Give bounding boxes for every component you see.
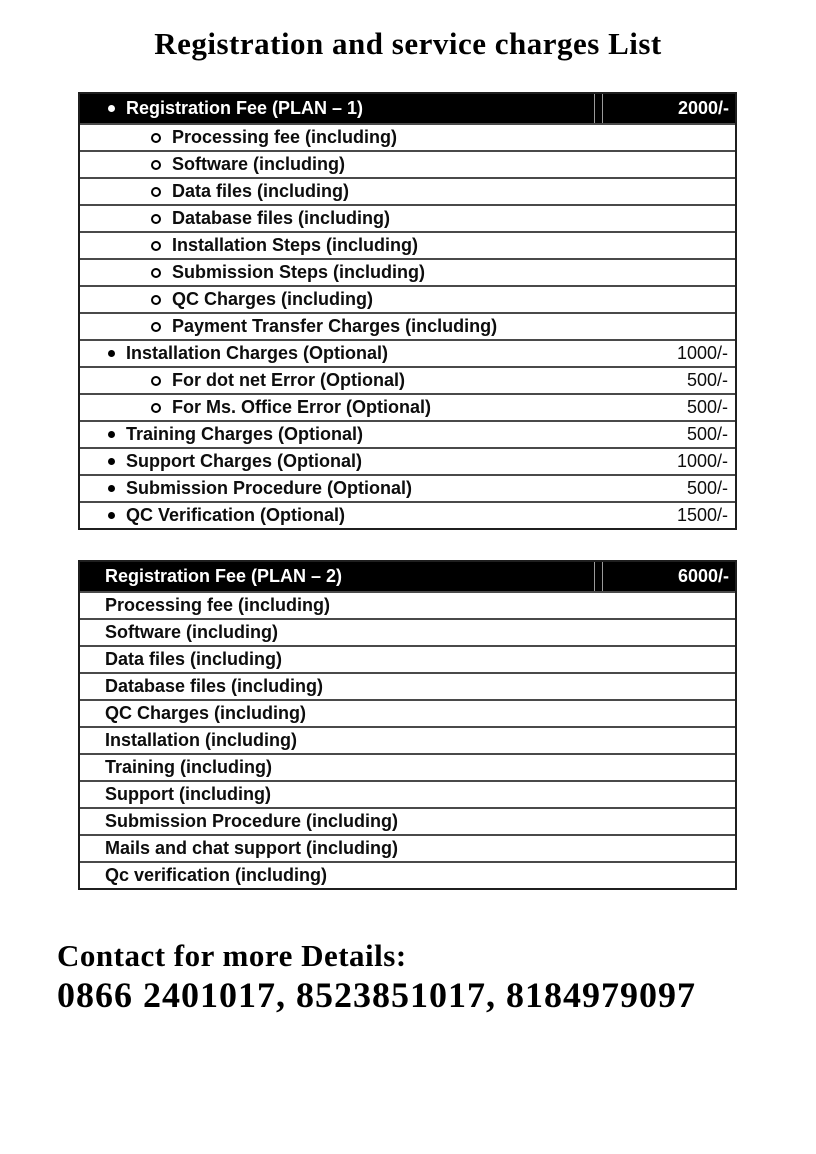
circle-icon <box>151 322 161 332</box>
header-label: Registration Fee (PLAN – 1) <box>126 98 364 118</box>
column-divider-icon <box>594 562 603 591</box>
plan-2-table <box>78 560 737 890</box>
header-price: 6000/- <box>677 566 729 586</box>
row-label: QC Charges (including) <box>172 289 374 309</box>
circle-icon <box>151 241 161 251</box>
row-label: Training Charges (Optional) <box>126 424 364 444</box>
circle-icon <box>151 268 161 278</box>
contact-footer <box>57 938 816 1016</box>
circle-icon <box>151 133 161 143</box>
table-row <box>80 726 735 753</box>
row-label: QC Verification (Optional) <box>126 505 346 525</box>
row-label: Installation Charges (Optional) <box>126 343 389 363</box>
row-label: For Ms. Office Error (Optional) <box>172 397 432 417</box>
row-label: Database files (including) <box>105 676 324 696</box>
table-row <box>80 177 735 204</box>
column-divider-icon <box>594 94 603 123</box>
contact-phone-numbers: 0866 2401017, 8523851017, 8184979097 <box>57 975 696 1015</box>
row-label: Qc verification (including) <box>105 865 328 885</box>
table-row <box>80 366 735 393</box>
table-row <box>80 204 735 231</box>
row-label: Support (including) <box>105 784 271 804</box>
table-row <box>80 699 735 726</box>
bullet-icon <box>108 458 115 465</box>
contact-heading: Contact for more Details: <box>57 938 407 973</box>
row-label: QC Charges (including) <box>105 703 307 723</box>
table-row <box>80 447 735 474</box>
row-label: Installation (including) <box>105 730 297 750</box>
table-row <box>80 420 735 447</box>
row-label: Submission Procedure (Optional) <box>126 478 413 498</box>
table-row <box>80 123 735 150</box>
row-price: 1500/- <box>676 505 728 525</box>
table-row <box>80 807 735 834</box>
table-row <box>80 861 735 888</box>
table-row <box>80 231 735 258</box>
table-row <box>80 672 735 699</box>
row-label: Payment Transfer Charges (including) <box>172 316 498 336</box>
row-price: 1000/- <box>676 343 728 363</box>
table-row <box>80 834 735 861</box>
bullet-icon <box>108 485 115 492</box>
circle-icon <box>151 214 161 224</box>
table-row <box>80 618 735 645</box>
table-header-row <box>80 562 735 591</box>
row-label: For dot net Error (Optional) <box>172 370 405 390</box>
header-price: 2000/- <box>677 98 729 118</box>
bullet-icon <box>108 350 115 357</box>
circle-icon <box>151 187 161 197</box>
table-row <box>80 258 735 285</box>
row-label: Processing fee (including) <box>105 595 331 615</box>
bullet-icon <box>108 105 115 112</box>
bullet-icon <box>108 512 115 519</box>
table-header-row <box>80 94 735 123</box>
page-title: Registration and service charges List <box>154 26 662 61</box>
table-row <box>80 339 735 366</box>
row-price: 500/- <box>686 424 728 444</box>
row-label: Database files (including) <box>172 208 391 228</box>
circle-icon <box>151 376 161 386</box>
row-price: 500/- <box>686 397 728 417</box>
row-price: 500/- <box>686 478 728 498</box>
table-row <box>80 312 735 339</box>
table-row <box>80 780 735 807</box>
table-row <box>80 474 735 501</box>
circle-icon <box>151 403 161 413</box>
plan-1-table <box>78 92 737 530</box>
table-row <box>80 591 735 618</box>
row-label: Submission Procedure (including) <box>105 811 399 831</box>
row-label: Processing fee (including) <box>172 127 398 147</box>
divider-line <box>594 562 595 591</box>
row-label: Submission Steps (including) <box>172 262 426 282</box>
row-price: 1000/- <box>676 451 728 471</box>
row-price: 500/- <box>686 370 728 390</box>
row-label: Software (including) <box>172 154 345 174</box>
row-label: Data files (including) <box>105 649 283 669</box>
circle-icon <box>151 295 161 305</box>
row-label: Support Charges (Optional) <box>126 451 362 471</box>
table-row <box>80 150 735 177</box>
row-label: Software (including) <box>105 622 278 642</box>
row-label: Data files (including) <box>172 181 350 201</box>
row-label: Training (including) <box>105 757 272 777</box>
table-row <box>80 285 735 312</box>
divider-line <box>594 94 595 123</box>
table-row <box>80 501 735 528</box>
header-label: Registration Fee (PLAN – 2) <box>105 566 343 586</box>
bullet-icon <box>108 431 115 438</box>
row-label: Installation Steps (including) <box>172 235 419 255</box>
table-row <box>80 393 735 420</box>
table-row <box>80 753 735 780</box>
row-label: Mails and chat support (including) <box>105 838 399 858</box>
circle-icon <box>151 160 161 170</box>
table-row <box>80 645 735 672</box>
